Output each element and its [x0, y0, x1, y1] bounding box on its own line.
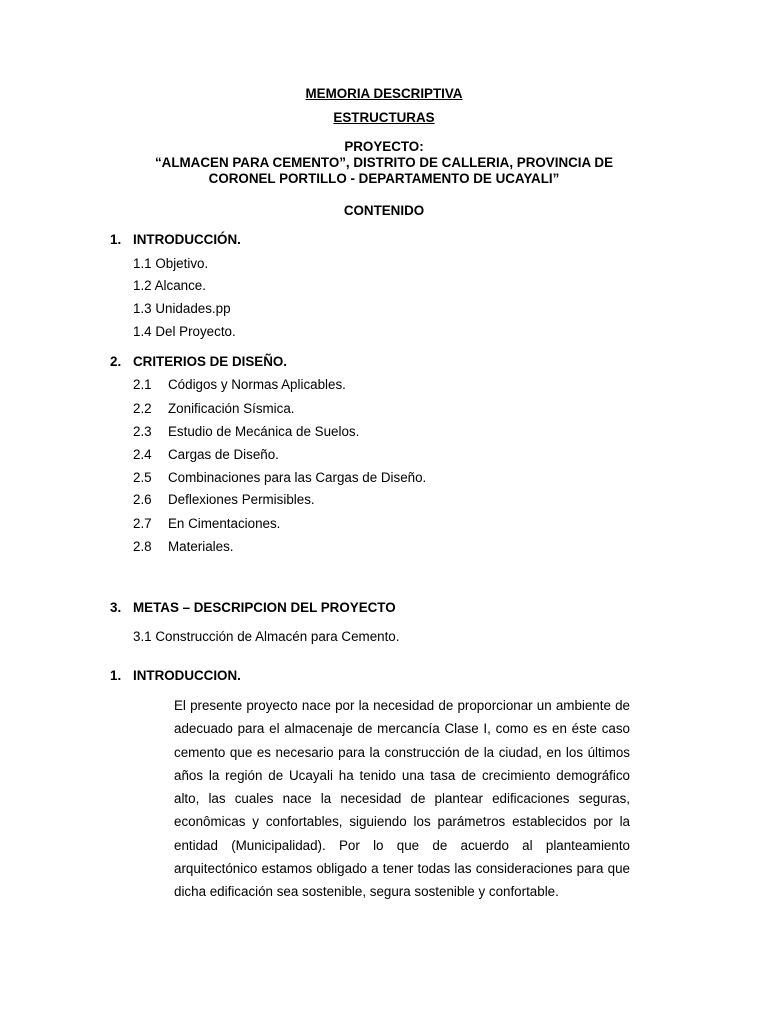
toc-section-3-heading	[110, 599, 396, 616]
introduction-number: 1.	[110, 668, 122, 683]
contents-heading: CONTENIDO	[343, 203, 425, 218]
toc-section-3-title: METAS – DESCRIPCION DEL PROYECTO	[133, 600, 396, 615]
toc-item-3-1: 3.1 Construcción de Almacén para Cemento.	[133, 629, 400, 644]
toc-item-number: 2.4	[133, 447, 152, 462]
toc-item-text: Combinaciones para las Cargas de Diseño.	[168, 470, 427, 485]
toc-item-2-5	[133, 469, 426, 486]
toc-section-2-title: CRITERIOS DE DISEÑO.	[133, 354, 288, 369]
document-title: MEMORIA DESCRIPTIVA	[305, 86, 463, 101]
toc-item-number: 2.6	[133, 492, 152, 507]
toc-item-1-2: 1.2 Alcance.	[133, 278, 206, 293]
toc-item-text: Códigos y Normas Aplicables.	[168, 377, 346, 392]
toc-item-2-7	[133, 515, 280, 532]
toc-item-number: 2.2	[133, 401, 152, 416]
introduction-heading	[110, 667, 241, 684]
introduction-paragraph: El presente proyecto nace por la necesidad de proporcionar un ambiente de adecuado para el almacenaje de mercancía Clase I, como es en éste caso cemento que es necesario para la construcción de la ciudad, en los últimos años la región de Ucayali ha tenido una tasa de crecimiento demográfico alto, las cuales nace la necesidad de plantear edificaciones seguras, econômicas y confortables, siguiendo los parámetros establecidos por la entidad (Municipalidad). Por lo que de acuerdo al planteamiento arquitectónico estamos obligado a tener todas las consideraciones para que dicha edificación sea sostenible, segura sostenible y confortable.	[174, 698, 630, 900]
toc-item-number: 2.1	[133, 377, 152, 392]
toc-item-1-1: 1.1 Objetivo.	[133, 256, 209, 271]
toc-item-1-4: 1.4 Del Proyecto.	[133, 324, 236, 339]
toc-section-1-heading	[110, 231, 241, 248]
toc-item-2-3	[133, 423, 359, 440]
introduction-title: INTRODUCCION.	[133, 668, 241, 683]
project-name-line-2: CORONEL PORTILLO - DEPARTAMENTO DE UCAYALI”	[208, 171, 560, 186]
toc-section-1-number: 1.	[110, 232, 122, 247]
toc-item-number: 2.5	[133, 470, 152, 485]
toc-item-2-2	[133, 400, 295, 417]
toc-item-1-3: 1.3 Unidades.pp	[133, 301, 231, 316]
toc-item-2-6	[133, 491, 315, 508]
toc-section-2-number: 2.	[110, 354, 122, 369]
toc-item-2-8	[133, 538, 234, 555]
toc-item-text: Deflexiones Permisibles.	[168, 492, 315, 507]
toc-section-3-number: 3.	[110, 600, 122, 615]
document-subtitle: ESTRUCTURAS	[333, 110, 435, 125]
project-label: PROYECTO:	[344, 139, 424, 154]
toc-item-text: Estudio de Mecánica de Suelos.	[168, 424, 360, 439]
toc-item-number: 2.8	[133, 539, 152, 554]
toc-item-number: 2.3	[133, 424, 152, 439]
toc-item-text: Materiales.	[168, 539, 234, 554]
toc-section-1-title: INTRODUCCIÓN.	[133, 232, 241, 247]
toc-section-2-heading	[110, 353, 287, 370]
project-name-line-1: “ALMACEN PARA CEMENTO”, DISTRITO DE CALLERIA, PROVINCIA DE	[154, 155, 614, 170]
toc-item-text: Cargas de Diseño.	[168, 447, 279, 462]
toc-item-number: 2.7	[133, 516, 152, 531]
toc-item-text: En Cimentaciones.	[168, 516, 281, 531]
toc-item-2-1	[133, 376, 346, 393]
toc-item-text: Zonificación Sísmica.	[168, 401, 295, 416]
toc-item-2-4	[133, 446, 279, 463]
